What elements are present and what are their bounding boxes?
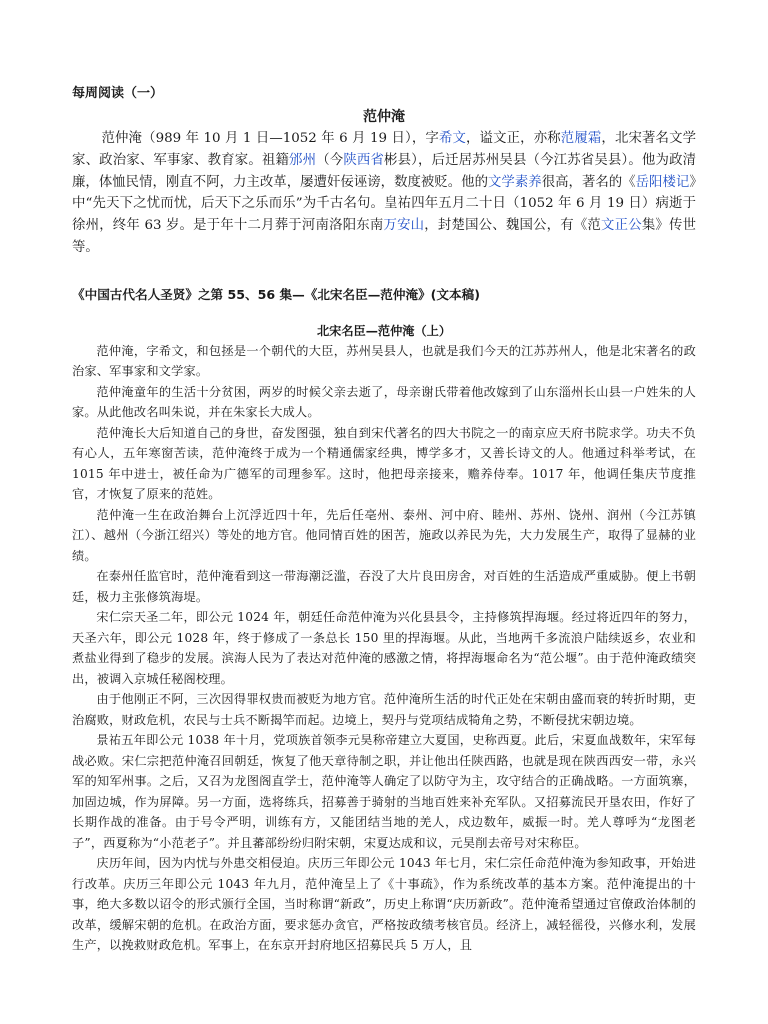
document-page: [72, 84, 696, 956]
intro-text: 很高，著名的《: [541, 174, 636, 190]
wiki-link[interactable]: 希文: [438, 131, 467, 146]
wiki-link[interactable]: 岳阳楼记: [635, 174, 690, 190]
wiki-link[interactable]: 范履霜: [560, 131, 602, 146]
intro-text: ，北宋著名文学家、政治家、军事家、教育家。祖籍: [72, 131, 697, 168]
intro-text: 范仲淹（989 年 10 月 1 日—1052 年 6 月 19 日），字: [101, 131, 439, 146]
intro-text: ，谥文正，亦称: [466, 131, 561, 146]
section-label: 每周阅读（一）: [72, 86, 164, 101]
wiki-link[interactable]: 文正公: [601, 218, 642, 234]
body-paragraph: 宋仁宗天圣二年，即公元 1024 年，朝廷任命范仲淹为兴化县县令，主持修筑捍海堰。经过将近四年的努力，天圣六年，即公元 1028 年，终于修成了一条总长 150 里的捍海堰。从此，当地两千多流浪户陆续返乡，农业和煮盐业得到了稳步的发展。滨海人民为了表达对范仲淹的感激之情，将捍海堰命名为“范公堰”。由于范仲淹政绩突出，被调入京城任秘阁校理。: [72, 610, 696, 686]
intro-text: （今: [316, 152, 344, 168]
wiki-link[interactable]: 文学素养: [488, 174, 542, 190]
body-paragraph: 范仲淹，字希文，和包拯是一个朝代的大臣，苏州吴县人，也就是我们今天的江苏苏州人，他是北宋著名的政治家、军事家和文学家。: [72, 343, 696, 379]
article-body: [72, 341, 696, 956]
body-paragraph: 范仲淹长大后知道自己的身世，奋发图强，独自到宋代著名的四大书院之一的南京应天府书院求学。功夫不负有心人，五年寒窗苦读，范仲淹终于成为一个精通儒家经典，博学多才，又善长诗文的人。他通过科举考试，在 1015 年中进士，被任命为广德军的司理参军。这时，他把母亲接来，赡养侍奉。1017 年，他调任集庆节度推官，才恢复了原来的范姓。: [72, 425, 696, 502]
section-subtitle: 北宋名臣—范仲淹（上）: [316, 323, 452, 338]
intro-text: ，封楚国公、魏国公，有《范: [424, 218, 602, 234]
wiki-link[interactable]: 邠州: [289, 152, 317, 168]
wiki-link[interactable]: 陕西省: [343, 152, 385, 168]
body-paragraph: 范仲淹一生在政治舞台上沉浮近四十年，先后任亳州、泰州、河中府、睦州、苏州、饶州、润州（今江苏镇江）、越州（今浙江绍兴）等处的地方官。他同情百姓的困苦，施政以养民为先，大力发展生产，取得了显赫的业绩。: [72, 507, 696, 563]
intro-paragraph: [72, 128, 696, 259]
page-title: 范仲淹: [363, 109, 405, 125]
wiki-link[interactable]: 万安山: [383, 218, 425, 234]
body-paragraph: 景祐五年即公元 1038 年十月，党项族首领李元昊称帝建立大夏国，史称西夏。此后，宋夏血战数年，宋军每战必败。宋仁宗把范仲淹召回朝廷，恢复了他天章待制之职，并让他出任陕西路，也就是现在陕西西安一带，永兴军的知军州事。之后，又召为龙图阁直学士，范仲淹等人确定了以防守为主，攻守结合的正确战略。一方面筑寨，加固边城，作为屏障。另一方面，选将练兵，招募善于骑射的当地百姓来补充军队。又招募流民开垦农田，作好了长期作战的准备。由于号令严明，训练有方，又能团结当地的羌人，戍边数年，威振一时。羌人尊呼为“龙图老子”，西夏称为“小范老子”。并且蕃部纷纷归附宋朝，宋夏达成和议，元昊削去帝号对宋称臣。: [72, 733, 696, 850]
body-paragraph: 范仲淹童年的生活十分贫困，两岁的时候父亲去逝了，母亲谢氏带着他改嫁到了山东淄州长山县一户姓朱的人家。从此他改名叫朱说，并在朱家长大成人。: [72, 384, 696, 420]
episode-heading: 《中国古代名人圣贤》之第 55、56 集—《北宋名臣—范仲淹》(文本稿): [72, 286, 480, 302]
body-paragraph: 庆历年间，因为内忧与外患交相侵迫。庆历三年即公元 1043 年七月，宋仁宗任命范仲淹为参知政事，开始进行改革。庆历三年即公元 1043 年九月，范仲淹呈上了《十事疏》，作为系统改革的基本方案。范仲淹提出的十事，绝大多数以诏令的形式颁行全国，当时称谓“新政”，历史上称谓“庆历新政”。范仲淹希望通过官僚政治体制的改革，缓解宋朝的危机。在政治方面，要求惩办贪官，严格按政绩考核官员。经济上，减轻徭役，兴修水利，发展生产，以挽救财政危机。军事上，在东京开封府地区招募民兵 5 万人，且: [72, 856, 696, 953]
intro-text: 彬县），后迁居苏州吴县（今江苏省吴县）。他为政清廉，体恤民情，刚直不阿，力主改革，屡遭奸佞诬谤，数度被贬。他的: [72, 152, 697, 190]
body-paragraph: 在泰州任监官时，范仲淹看到这一带海潮泛滥，吞没了大片良田房舍，对百姓的生活造成严重威胁。便上书朝廷，极力主张修筑海堤。: [72, 569, 696, 604]
body-paragraph: 由于他刚正不阿，三次因得罪权贵而被贬为地方官。范仲淹所生活的时代正处在宋朝由盛而衰的转折时期，吏治腐败，财政危机，农民与士兵不断揭竿而起。边境上，契丹与党项结成犄角之势，不断侵扰宋朝边境。: [72, 692, 696, 727]
intro-text: 》中“先天下之忧而忧，后天下之乐而乐”为千古名句。皇祐四年五月二十日（1052 年 6 月 19 日）病逝于徐州，终年 63 岁。是于年十二月葬于河南洛阳东南: [72, 174, 697, 234]
intro-text: 集》传世等。: [72, 218, 697, 255]
